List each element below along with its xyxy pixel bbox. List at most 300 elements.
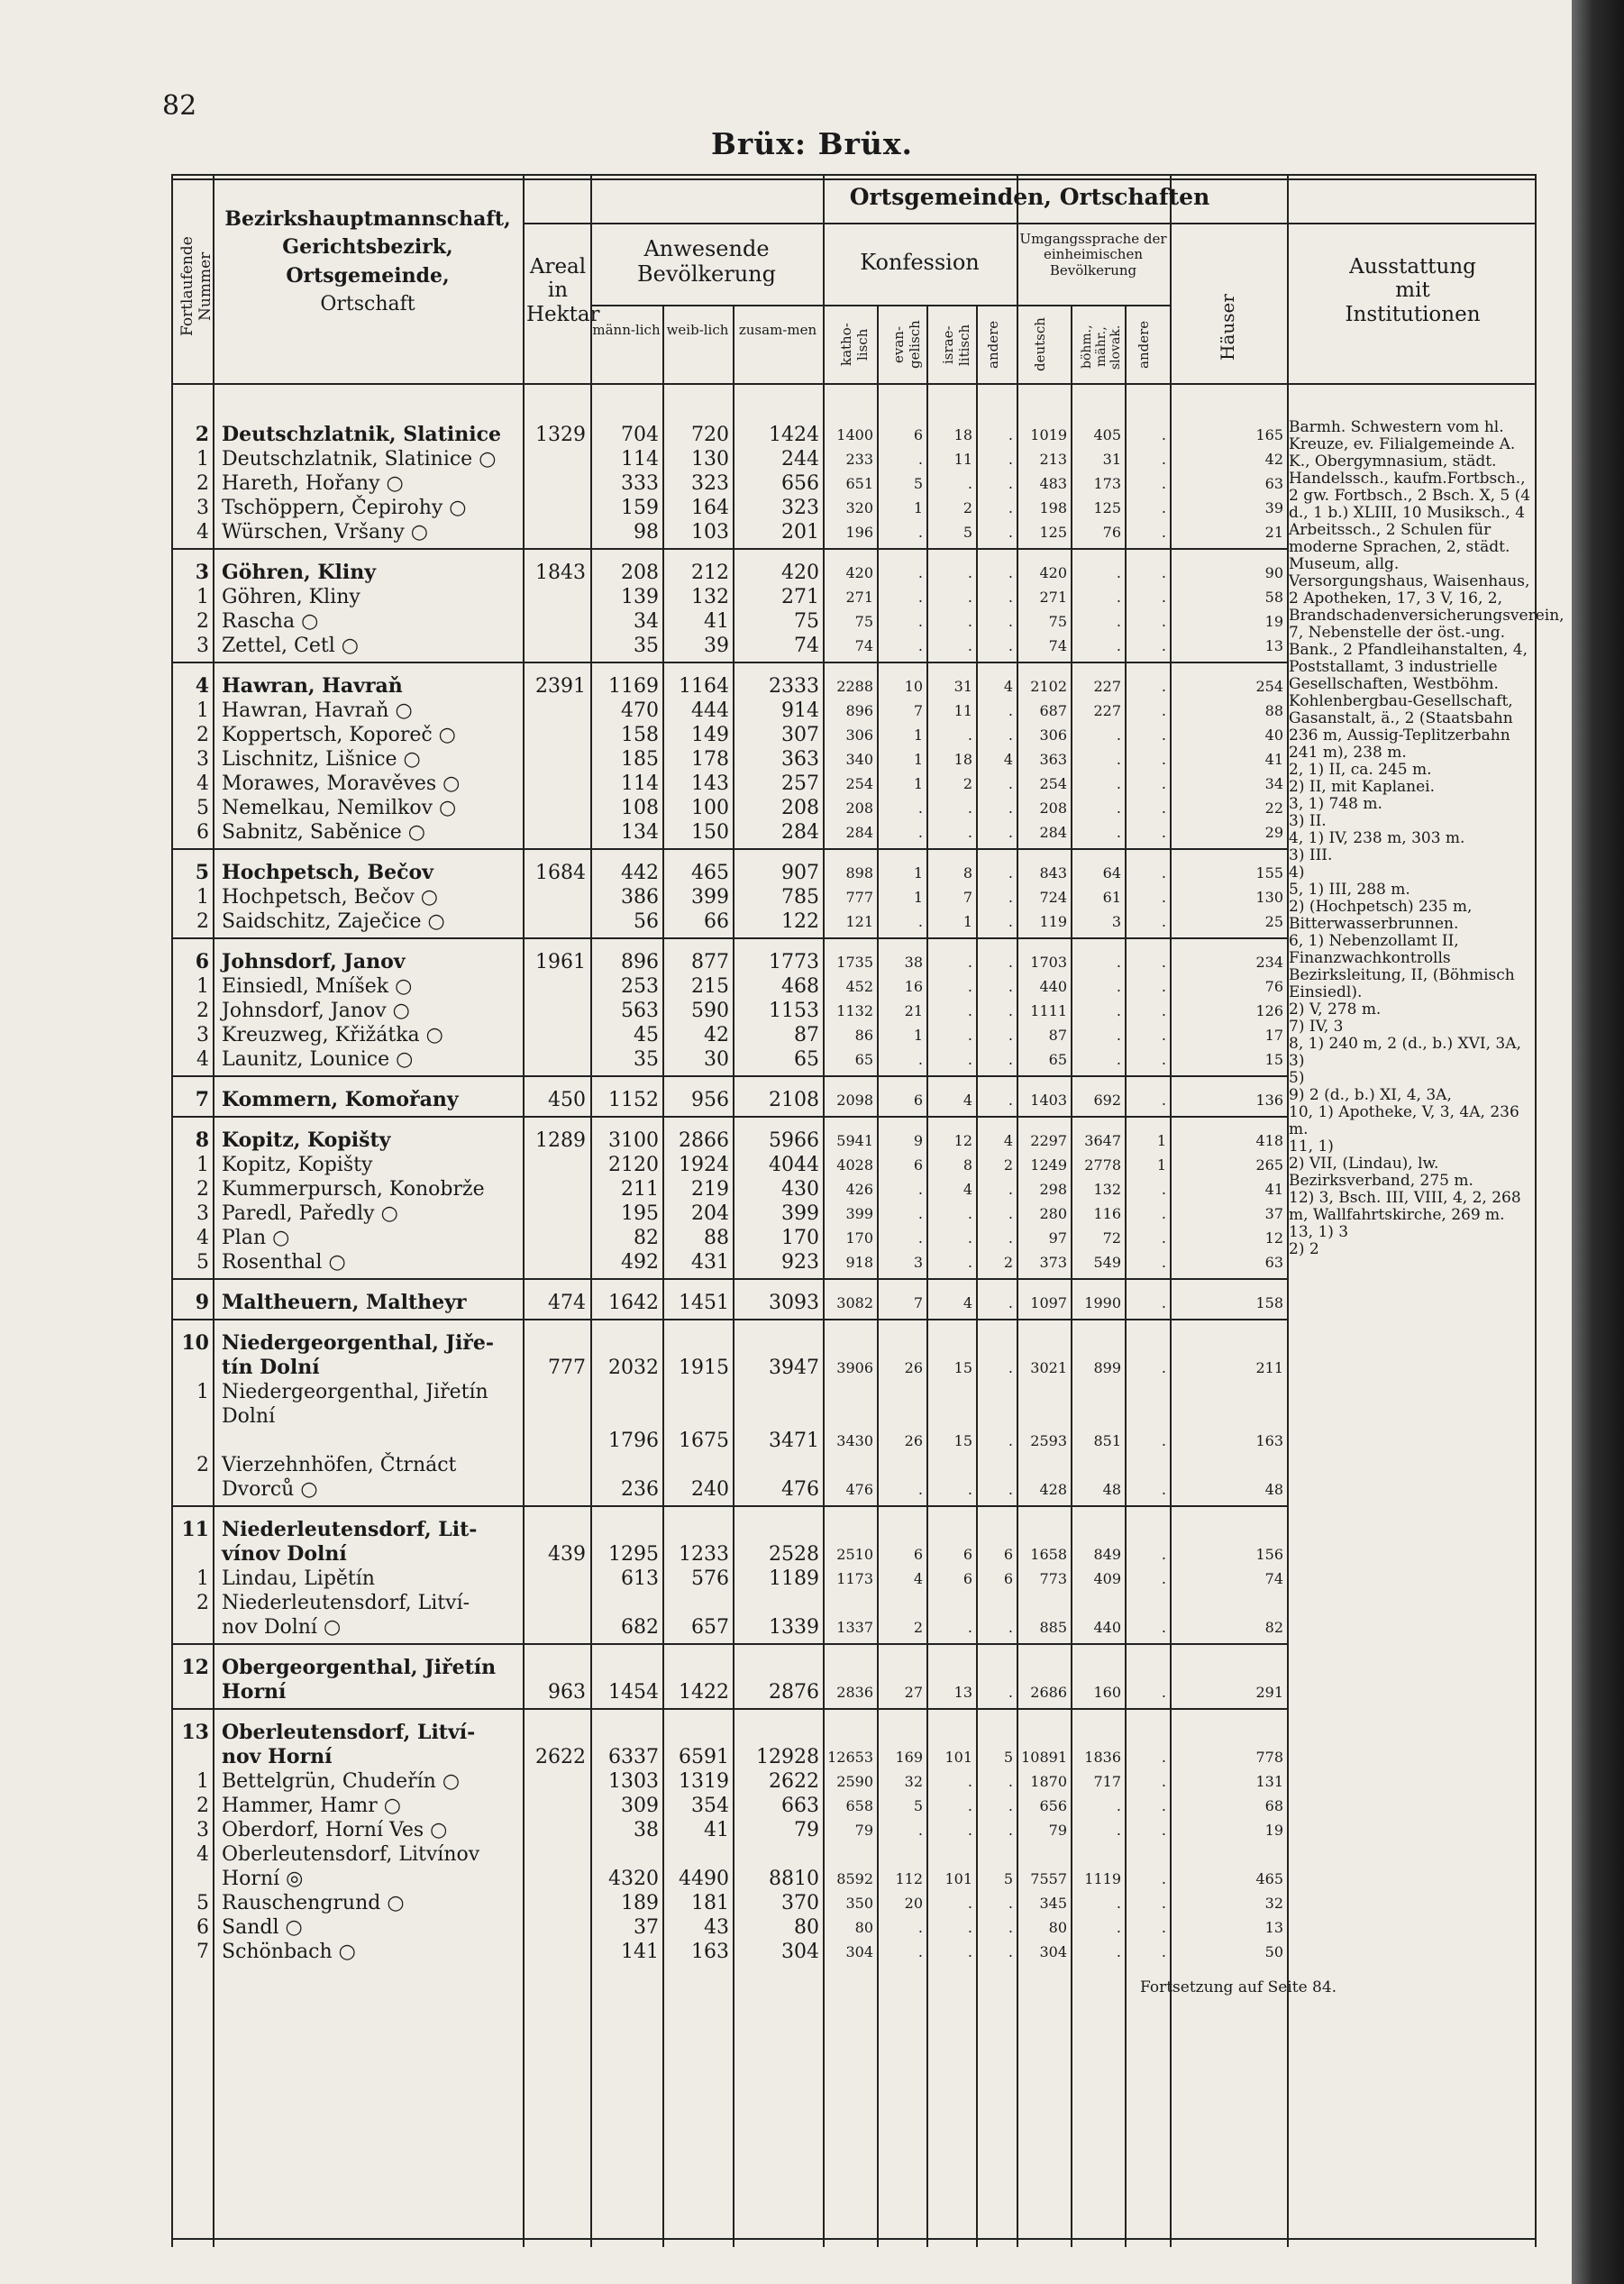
cell-kath bbox=[825, 1842, 873, 1867]
cell-de: 271 bbox=[1039, 589, 1067, 606]
cell-m: 211 bbox=[621, 1178, 659, 1201]
cell-and2: . bbox=[1161, 524, 1166, 541]
cell-nr: 3 bbox=[196, 635, 209, 657]
cell-evan: 7 bbox=[913, 1294, 923, 1311]
cell-areal bbox=[525, 1429, 586, 1453]
cell-name bbox=[222, 1429, 519, 1453]
cell-boe: . bbox=[1116, 978, 1121, 995]
cell-name: Kopitz, Kopišty bbox=[222, 1128, 391, 1152]
table-row bbox=[171, 1518, 1289, 1542]
cell-kath: 918 bbox=[845, 1254, 873, 1271]
cell-w bbox=[664, 1380, 729, 1404]
cell-boe: . bbox=[1116, 613, 1121, 630]
cell-w: 42 bbox=[704, 1024, 729, 1046]
cell-name: Maltheuern, Maltheyr bbox=[222, 1291, 467, 1314]
table-row bbox=[171, 1745, 1289, 1769]
cell-areal bbox=[525, 1656, 586, 1680]
cell-h: 234 bbox=[1255, 954, 1283, 971]
cell-w: 181 bbox=[691, 1892, 729, 1914]
cell-w: 103 bbox=[691, 521, 729, 544]
cell-and2: . bbox=[1161, 1432, 1166, 1449]
cell-isr: . bbox=[967, 1481, 972, 1498]
cell-m: 37 bbox=[634, 1916, 659, 1939]
group-separator bbox=[171, 937, 1287, 939]
cell-z: 201 bbox=[781, 521, 819, 544]
cell-evan bbox=[879, 1453, 923, 1477]
cell-and2: . bbox=[1161, 1919, 1166, 1936]
cell-evan: 1 bbox=[913, 499, 923, 516]
cell-nr: 6 bbox=[196, 1916, 209, 1939]
cell-z: 468 bbox=[781, 975, 819, 998]
cell-w: 1233 bbox=[679, 1543, 729, 1566]
cell-boe: . bbox=[1116, 954, 1121, 971]
cell-name: Horní bbox=[222, 1680, 287, 1704]
cell-areal: 450 bbox=[548, 1089, 586, 1111]
cell-m: 195 bbox=[621, 1202, 659, 1225]
cell-areal: 474 bbox=[548, 1292, 586, 1314]
cell-name: Nemelkau, Nemilkov ○ bbox=[222, 797, 457, 819]
cell-nr: 4 bbox=[195, 674, 209, 698]
cell-de bbox=[1018, 1721, 1067, 1745]
cell-areal bbox=[525, 1331, 586, 1356]
cell-m: 45 bbox=[634, 1024, 659, 1046]
table-row bbox=[171, 1915, 1289, 1940]
group-separator bbox=[171, 1075, 1287, 1077]
cell-name: Lischnitz, Lišnice ○ bbox=[222, 748, 421, 771]
table-row bbox=[171, 1542, 1289, 1567]
table-row bbox=[171, 1680, 1289, 1704]
cell-kath: 2288 bbox=[836, 678, 873, 695]
cell-m: 333 bbox=[621, 472, 659, 495]
cell-isr: . bbox=[967, 978, 972, 995]
cell-m bbox=[592, 1721, 659, 1745]
cell-name: Rosenthal ○ bbox=[222, 1251, 346, 1274]
cell-m: 35 bbox=[634, 1048, 659, 1071]
cell-nr: 4 bbox=[196, 1843, 209, 1866]
cell-and2: . bbox=[1161, 1546, 1166, 1563]
cell-boe: 116 bbox=[1093, 1205, 1121, 1222]
cell-m: 470 bbox=[621, 699, 659, 722]
cell-name: Dolní bbox=[222, 1405, 276, 1428]
cell-isr bbox=[928, 1656, 972, 1680]
cell-and: 5 bbox=[1003, 1870, 1013, 1887]
cell-evan: . bbox=[917, 824, 923, 841]
cell-nr: 1 bbox=[196, 448, 209, 471]
cell-h: 130 bbox=[1255, 889, 1283, 906]
cell-h: 74 bbox=[1264, 1570, 1283, 1587]
cell-evan: 112 bbox=[895, 1870, 923, 1887]
cell-nr: 1 bbox=[196, 1154, 209, 1176]
cell-evan: 9 bbox=[913, 1132, 923, 1149]
cell-nr bbox=[171, 1356, 209, 1380]
cell-kath: 350 bbox=[845, 1895, 873, 1912]
cell-de: 306 bbox=[1039, 726, 1067, 744]
cell-name: Saidschitz, Zaječice ○ bbox=[222, 910, 445, 933]
cell-and2: . bbox=[1161, 1684, 1166, 1701]
table-row bbox=[171, 1088, 1289, 1112]
cell-kath: 5941 bbox=[836, 1132, 873, 1149]
cell-z: 663 bbox=[781, 1795, 819, 1817]
institutions-text: Barmh. Schwestern vom hl. Kreuze, ev. Filialgemeinde A. K., Obergymnasium, städt. Handelssch., kaufm.Fortbsch., 2 gw. Fortbsch., 2 Bsch. X, 5 (4 d., 1 b.) XLIII, 10 Musiksch., 4 Arbeitssch., 2 Schulen für moderne Sprachen, 2, städt. Museum, allg. Versorgungshaus, Waisenhaus, 2 Apotheken, 17, 3 V, 16, 2, Brandschadenversicherungsverein, 7, Nebenstelle der öst.-ung. Bank., 2 Pfandleihanstalten, 4, Poststallamt, 3 industrielle Gesellschaften, Westböhm. Kohlenbergbau-Gesellschaft, Gasanstalt, ä., 2 (Staatsbahn 236 m, Aussig-Teplitzerbahn 241 m), 238 m. 2, 1) II, ca. 245 m. 2) II, mit Kaplanei. 3, 1) 748 m. 3) II. 4, 1) IV, 238 m, 303 m. 3) III. 4) 5, 1) III, 288 m. 2) (Hochpetsch) 235 m, Bitterwasserbrunnen. 6, 1) Nebenzollamt II, Finanzwachkontrolls Bezirksleitung, II, (Böhmisch Einsiedl). 2) V, 278 m. 7) IV, 3 8, 1) 240 m, 2 (d., b.) XVI, 3A, 3) 5) 9) 2 (d., b.) XI, 4, 3A, 10, 1) Apotheke, V, 3, 4A, 236 m. 11, 1) 2) VII, (Lindau), lw. Bezirksverband, 275 m. 12) 3, Bsch. III, VIII, 4, 2, 268 m, Wallfahrtskirche, 269 m. 13, 1) 3 2) 2 bbox=[1289, 418, 1565, 1258]
cell-boe: . bbox=[1116, 799, 1121, 817]
cell-nr: 13 bbox=[181, 1721, 209, 1744]
cell-kath: 304 bbox=[845, 1943, 873, 1960]
cell-z: 257 bbox=[781, 772, 819, 795]
cell-and2: . bbox=[1161, 1619, 1166, 1636]
page-number: 82 bbox=[162, 90, 197, 122]
cell-evan: 38 bbox=[904, 954, 923, 971]
cell-and: . bbox=[1008, 1051, 1013, 1068]
cell-areal: 777 bbox=[548, 1357, 586, 1379]
cell-boe: 2778 bbox=[1084, 1156, 1121, 1174]
table-row bbox=[171, 772, 1289, 796]
cell-z: 907 bbox=[781, 862, 819, 884]
table-row bbox=[171, 1023, 1289, 1047]
cell-boe: 899 bbox=[1093, 1359, 1121, 1376]
cell-boe bbox=[1072, 1404, 1121, 1429]
cell-isr: 11 bbox=[953, 451, 972, 468]
cell-w: 399 bbox=[691, 886, 729, 909]
cell-areal: 1843 bbox=[535, 562, 586, 584]
cell-w: 6591 bbox=[679, 1746, 729, 1768]
cell-areal bbox=[525, 796, 586, 820]
cell-and: . bbox=[1008, 1684, 1013, 1701]
table-row bbox=[171, 796, 1289, 820]
cell-and: . bbox=[1008, 1359, 1013, 1376]
cell-boe: 717 bbox=[1093, 1773, 1121, 1790]
group-separator bbox=[171, 1505, 1287, 1507]
cell-and2: . bbox=[1161, 1205, 1166, 1222]
cell-nr: 4 bbox=[196, 1048, 209, 1071]
cell-isr: . bbox=[967, 1797, 972, 1814]
cell-boe: 227 bbox=[1093, 702, 1121, 719]
cell-boe: 76 bbox=[1102, 524, 1121, 541]
cell-and2 bbox=[1127, 1656, 1166, 1680]
cell-areal bbox=[525, 1567, 586, 1591]
cell-areal bbox=[525, 1201, 586, 1226]
cell-h: 155 bbox=[1255, 864, 1283, 882]
cell-name: Sabnitz, Saběnice ○ bbox=[222, 821, 425, 844]
cell-de: 885 bbox=[1039, 1619, 1067, 1636]
table-row bbox=[171, 723, 1289, 747]
cell-z: 914 bbox=[781, 699, 819, 722]
cell-w: 1915 bbox=[679, 1357, 729, 1379]
cell-de: 373 bbox=[1039, 1254, 1067, 1271]
cell-and bbox=[978, 1518, 1013, 1542]
cell-w: 130 bbox=[691, 448, 729, 471]
header-konfession: Konfession bbox=[860, 250, 980, 275]
cell-z: 323 bbox=[781, 497, 819, 519]
cell-kath: 1400 bbox=[836, 426, 873, 443]
cell-isr: 1 bbox=[963, 913, 972, 930]
cell-m: 896 bbox=[621, 951, 659, 973]
cell-nr bbox=[171, 1542, 209, 1567]
cell-de: 2686 bbox=[1030, 1684, 1067, 1701]
cell-h bbox=[1172, 1453, 1283, 1477]
cell-nr bbox=[171, 1867, 209, 1891]
cell-evan: 7 bbox=[913, 702, 923, 719]
cell-nr: 6 bbox=[196, 821, 209, 844]
header-weiblich: weib-lich bbox=[666, 322, 729, 338]
cell-m: 2032 bbox=[608, 1357, 659, 1379]
cell-name: Einsiedl, Mníšek ○ bbox=[222, 975, 413, 998]
cell-nr: 7 bbox=[196, 1941, 209, 1963]
header-ortsgemeinden: Ortsgemeinden, Ortschaften bbox=[849, 184, 1210, 210]
cell-evan: . bbox=[917, 1181, 923, 1198]
cell-nr: 2 bbox=[196, 1795, 209, 1817]
cell-kath: 651 bbox=[845, 475, 873, 492]
cell-and: . bbox=[1008, 1797, 1013, 1814]
cell-isr: . bbox=[967, 726, 972, 744]
cell-boe: . bbox=[1116, 1895, 1121, 1912]
table-row bbox=[171, 885, 1289, 909]
cell-de: 75 bbox=[1048, 613, 1067, 630]
cell-z: 8810 bbox=[769, 1868, 819, 1890]
cell-evan: 20 bbox=[904, 1895, 923, 1912]
cell-areal bbox=[525, 1794, 586, 1818]
cell-z: 5966 bbox=[769, 1129, 819, 1152]
cell-w: 212 bbox=[691, 562, 729, 584]
cell-h: 418 bbox=[1255, 1132, 1283, 1149]
cell-nr: 1 bbox=[196, 1567, 209, 1590]
cell-and: . bbox=[1008, 524, 1013, 541]
cell-m: 682 bbox=[621, 1616, 659, 1639]
cell-m: 108 bbox=[621, 797, 659, 819]
cell-de: 284 bbox=[1039, 824, 1067, 841]
cell-w: 2866 bbox=[679, 1129, 729, 1152]
cell-boe: . bbox=[1116, 751, 1121, 768]
table-row bbox=[171, 699, 1289, 723]
cell-z bbox=[734, 1721, 819, 1745]
cell-isr: . bbox=[967, 1205, 972, 1222]
cell-de: 363 bbox=[1039, 751, 1067, 768]
table-row bbox=[171, 999, 1289, 1023]
cell-and2: . bbox=[1161, 1895, 1166, 1912]
cell-name: Oberleutensdorf, Litví- bbox=[222, 1721, 476, 1744]
cell-and2: . bbox=[1161, 1294, 1166, 1311]
cell-and: . bbox=[1008, 726, 1013, 744]
cell-w: 444 bbox=[691, 699, 729, 722]
cell-m bbox=[592, 1404, 659, 1429]
cell-kath: 2836 bbox=[836, 1684, 873, 1701]
cell-and2: . bbox=[1161, 451, 1166, 468]
cell-name: Launitz, Lounice ○ bbox=[222, 1048, 414, 1071]
cell-boe: 851 bbox=[1093, 1432, 1121, 1449]
cell-nr bbox=[171, 1745, 209, 1769]
cell-z: 1153 bbox=[769, 1000, 819, 1022]
cell-and: . bbox=[1008, 1481, 1013, 1498]
cell-isr: 15 bbox=[953, 1359, 972, 1376]
cell-z: 2622 bbox=[769, 1770, 819, 1793]
table-row bbox=[171, 1250, 1289, 1274]
table-row bbox=[171, 1356, 1289, 1380]
cell-name: Tschöppern, Čepirohy ○ bbox=[222, 497, 467, 519]
cell-areal bbox=[525, 634, 586, 658]
cell-boe bbox=[1072, 1453, 1121, 1477]
cell-areal: 1961 bbox=[535, 951, 586, 973]
table-row bbox=[171, 634, 1289, 658]
cell-boe: 3 bbox=[1111, 913, 1121, 930]
cell-areal bbox=[525, 1518, 586, 1542]
cell-z: 3093 bbox=[769, 1292, 819, 1314]
cell-kath: 208 bbox=[845, 799, 873, 817]
cell-and2: . bbox=[1161, 775, 1166, 792]
cell-m: 236 bbox=[621, 1478, 659, 1501]
cell-nr: 1 bbox=[196, 1381, 209, 1403]
cell-isr: 4 bbox=[963, 1092, 972, 1109]
cell-w bbox=[664, 1721, 729, 1745]
header-andere: andere bbox=[985, 320, 1001, 370]
cell-and: . bbox=[1008, 637, 1013, 654]
cell-and bbox=[978, 1453, 1013, 1477]
cell-kath: 2590 bbox=[836, 1773, 873, 1790]
cell-kath: 4028 bbox=[836, 1156, 873, 1174]
cell-w bbox=[664, 1656, 729, 1680]
cell-evan: 5 bbox=[913, 1797, 923, 1814]
cell-nr: 2 bbox=[196, 1454, 209, 1476]
cell-w: 323 bbox=[691, 472, 729, 495]
cell-isr: . bbox=[967, 954, 972, 971]
table-row bbox=[171, 1867, 1289, 1891]
cell-evan: . bbox=[917, 451, 923, 468]
cell-de: 2593 bbox=[1030, 1432, 1067, 1449]
cell-nr: 8 bbox=[195, 1128, 209, 1152]
cell-h: 42 bbox=[1264, 451, 1283, 468]
cell-w: 956 bbox=[691, 1089, 729, 1111]
cell-nr: 2 bbox=[196, 610, 209, 633]
cell-name: tín Dolní bbox=[222, 1356, 320, 1379]
table-row bbox=[171, 1721, 1289, 1745]
cell-name: Niederleutensdorf, Lit- bbox=[222, 1518, 478, 1541]
cell-name: Obergeorgenthal, Jiřetín bbox=[222, 1656, 497, 1679]
cell-isr: 6 bbox=[963, 1546, 972, 1563]
cell-boe: . bbox=[1116, 589, 1121, 606]
cell-h: 21 bbox=[1264, 524, 1283, 541]
cell-isr bbox=[928, 1331, 972, 1356]
cell-and2: . bbox=[1161, 978, 1166, 995]
header-israelitisch: israe-litisch bbox=[940, 324, 972, 366]
cell-kath: 320 bbox=[845, 499, 873, 516]
cell-and: . bbox=[1008, 1294, 1013, 1311]
cell-w: 43 bbox=[704, 1916, 729, 1939]
cell-z: 74 bbox=[794, 635, 819, 657]
cell-areal bbox=[525, 496, 586, 520]
cell-and2: . bbox=[1161, 589, 1166, 606]
cell-de bbox=[1018, 1656, 1067, 1680]
cell-kath: 420 bbox=[845, 564, 873, 581]
group-separator bbox=[171, 1643, 1287, 1645]
cell-de: 773 bbox=[1039, 1570, 1067, 1587]
cell-name: nov Horní bbox=[222, 1745, 333, 1768]
table-row bbox=[171, 1128, 1289, 1153]
cell-and2: . bbox=[1161, 613, 1166, 630]
cell-kath: 1735 bbox=[836, 954, 873, 971]
page-title: Brüx: Brüx. bbox=[710, 126, 914, 161]
cell-de: 1019 bbox=[1030, 426, 1067, 443]
cell-nr: 1 bbox=[196, 586, 209, 608]
cell-z: 170 bbox=[781, 1227, 819, 1249]
cell-and: . bbox=[1008, 1919, 1013, 1936]
cell-w bbox=[664, 1331, 729, 1356]
cell-m: 6337 bbox=[608, 1746, 659, 1768]
cell-name: Plan ○ bbox=[222, 1227, 290, 1249]
cell-kath: 74 bbox=[854, 637, 873, 654]
cell-nr: 5 bbox=[196, 1251, 209, 1274]
cell-z: 420 bbox=[781, 562, 819, 584]
cell-and2: . bbox=[1161, 1092, 1166, 1109]
group-separator bbox=[171, 1278, 1287, 1280]
cell-m: 1303 bbox=[608, 1770, 659, 1793]
cell-kath: 3430 bbox=[836, 1432, 873, 1449]
cell-z bbox=[734, 1453, 819, 1477]
cell-and: . bbox=[1008, 475, 1013, 492]
cell-name: Paredl, Paředly ○ bbox=[222, 1202, 398, 1225]
cell-evan: 26 bbox=[904, 1432, 923, 1449]
cell-boe: 1990 bbox=[1084, 1294, 1121, 1311]
cell-nr: 1 bbox=[196, 975, 209, 998]
cell-nr: 6 bbox=[195, 950, 209, 973]
cell-isr bbox=[928, 1721, 972, 1745]
cell-h: 126 bbox=[1255, 1002, 1283, 1019]
cell-and: . bbox=[1008, 978, 1013, 995]
cell-isr: 7 bbox=[963, 889, 972, 906]
cell-z: 785 bbox=[781, 886, 819, 909]
cell-and: . bbox=[1008, 1181, 1013, 1198]
cell-kath bbox=[825, 1404, 873, 1429]
cell-areal bbox=[525, 1153, 586, 1177]
cell-isr: . bbox=[967, 613, 972, 630]
header-fortlaufende-nummer: Fortlaufende Nummer bbox=[178, 236, 214, 337]
cell-w: 178 bbox=[691, 748, 729, 771]
cell-z: 122 bbox=[781, 910, 819, 933]
header-andere-sprache: andere bbox=[1136, 320, 1152, 370]
cell-boe: . bbox=[1116, 1822, 1121, 1839]
cell-de: 208 bbox=[1039, 799, 1067, 817]
cell-nr bbox=[171, 1477, 209, 1502]
cell-and2: . bbox=[1161, 499, 1166, 516]
cell-z: 87 bbox=[794, 1024, 819, 1046]
table-row bbox=[171, 1201, 1289, 1226]
cell-evan: . bbox=[917, 1822, 923, 1839]
cell-boe: 1119 bbox=[1084, 1870, 1121, 1887]
cell-areal: 1329 bbox=[535, 424, 586, 446]
cell-w bbox=[664, 1453, 729, 1477]
cell-nr bbox=[171, 1429, 209, 1453]
cell-areal bbox=[525, 1453, 586, 1477]
cell-and2: 1 bbox=[1156, 1132, 1166, 1149]
cell-isr: . bbox=[967, 799, 972, 817]
cell-h: 265 bbox=[1255, 1156, 1283, 1174]
cell-boe bbox=[1072, 1721, 1121, 1745]
cell-h: 211 bbox=[1255, 1359, 1283, 1376]
cell-and bbox=[978, 1404, 1013, 1429]
cell-boe: . bbox=[1116, 1919, 1121, 1936]
cell-de: 125 bbox=[1039, 524, 1067, 541]
cell-and bbox=[978, 1591, 1013, 1615]
cell-boe: 160 bbox=[1093, 1684, 1121, 1701]
group-separator bbox=[171, 662, 1287, 663]
cell-areal bbox=[525, 585, 586, 609]
cell-evan: 1 bbox=[913, 726, 923, 744]
cell-de: 198 bbox=[1039, 499, 1067, 516]
cell-areal bbox=[525, 974, 586, 999]
cell-w bbox=[664, 1842, 729, 1867]
cell-name: Göhren, Kliny bbox=[222, 561, 376, 584]
cell-evan: 169 bbox=[895, 1749, 923, 1766]
table-row bbox=[171, 1591, 1289, 1615]
cell-isr: . bbox=[967, 1943, 972, 1960]
cell-z: 923 bbox=[781, 1251, 819, 1274]
